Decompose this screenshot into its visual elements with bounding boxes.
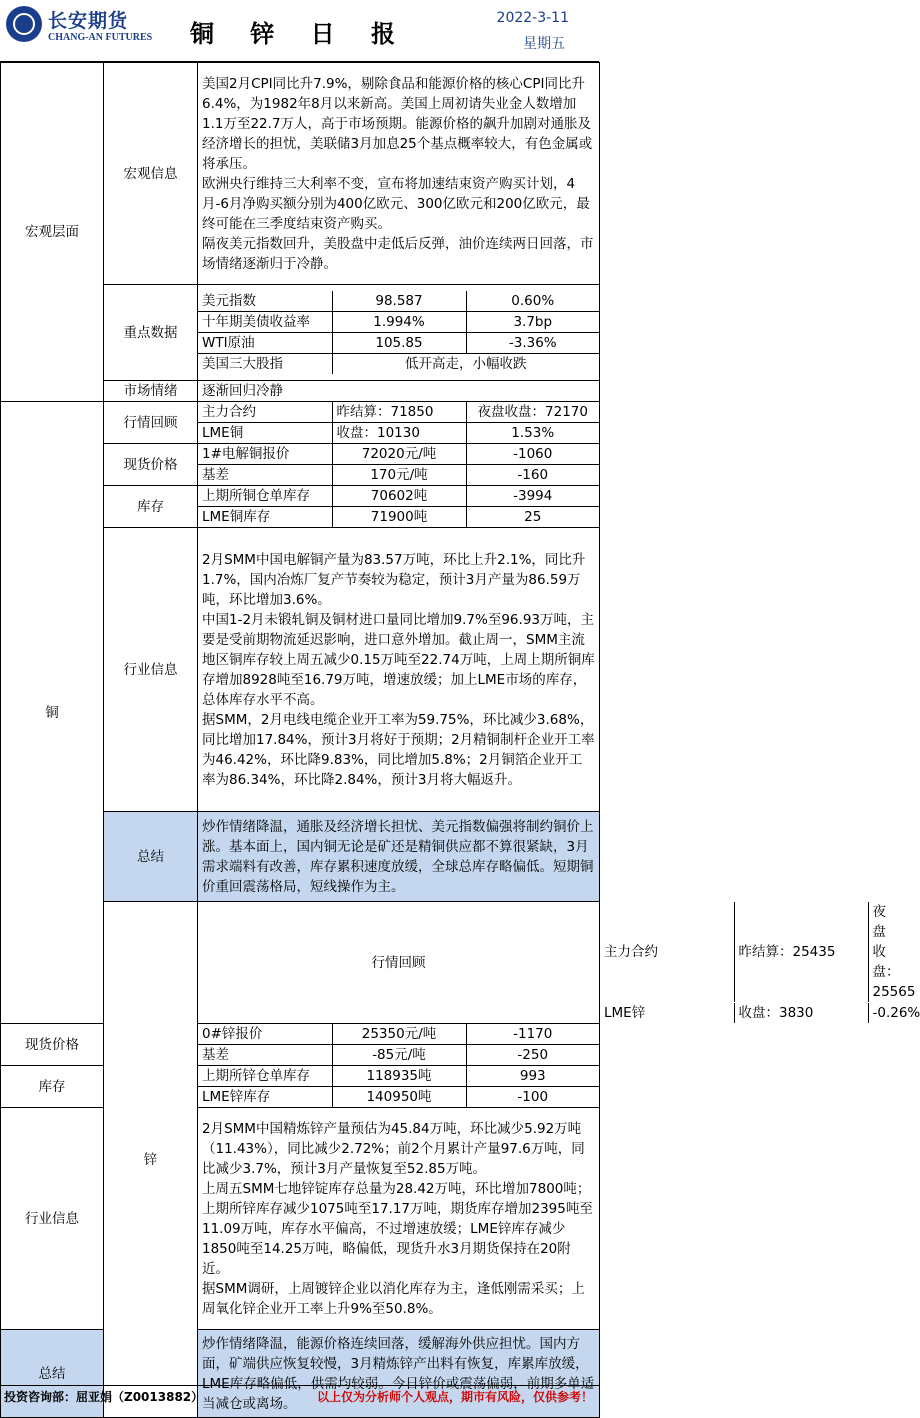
industry-paragraph: 据SMM调研，上周镀锌企业以消化库存为主，逢低刚需采买；上周氧化锌企业开工率上升9%至50.8%。 <box>202 1280 585 1317</box>
row-name: 上期所铜仓单库存 <box>198 486 332 506</box>
report-date: 2022-3-11 <box>496 10 569 26</box>
row-change: -1060 <box>513 446 553 462</box>
row-change: 993 <box>519 1068 546 1084</box>
zinc-industry-text <box>198 1108 600 1330</box>
key-change: -3.36% <box>466 333 599 354</box>
report-table <box>0 62 920 1418</box>
label-copper-review: 行情回顾 <box>104 402 198 444</box>
table-row <box>198 1024 599 1044</box>
table-row: LME锌 收盘：3830 -0.26% <box>600 1003 868 1023</box>
macro-paragraph: 欧洲央行维持三大利率不变，宣布将加速结束资产购买计划，4月-6月净购买额分别为400亿欧元、300亿欧元和200亿欧元，最终可能在三季度结束资产购买。 <box>202 175 590 232</box>
row-change: -160 <box>517 467 549 483</box>
label-zinc-stock: 库存 <box>1 1066 104 1108</box>
row-value: 118935吨 <box>332 1066 466 1086</box>
industry-paragraph: 据SMM，2月电线电缆企业开工率为59.75%，环比减少3.68%，同比增加17.84%，预计3月将好于预期；2月精铜制杆企业开工率为46.42%，环比降9.83%，同比增加5.8%；2月铜箔企业开工率为86.34%，环比降2.84%，预计3月将大幅返升。 <box>202 711 595 788</box>
row-name: LME铜 <box>198 423 332 443</box>
row-value: 71900吨 <box>332 507 466 527</box>
row-name: LME铜库存 <box>198 507 332 527</box>
table-row <box>198 1045 599 1065</box>
label-zinc-industry: 行业信息 <box>1 1108 104 1330</box>
row-change: -100 <box>517 1089 549 1105</box>
macro-paragraph: 美国2月CPI同比升7.9%，剔除食品和能源价格的核心CPI同比升6.4%，为1982年8月以来新高。美国上周初请失业金人数增加1.1万至22.7万人，高于市场预期。能源价格的飙升加剧对通胀及经济增长的担忧，美联储3月加息25个基点概率较大，有色金属或将承压。 <box>202 75 593 172</box>
label-key-data: 重点数据 <box>104 285 198 381</box>
copper-summary-text: 炒作情绪降温，通胀及经济增长担忧、美元指数偏强将制约铜价上涨。基本面上，国内铜无论是矿还是精铜供应都不算很紧缺，3月需求端料有改善，库存累积速度放缓，全球总库存略偏低。短期铜价重回震荡格局，短线操作为主。 <box>198 812 600 902</box>
report-header <box>0 0 599 62</box>
row-name: 主力合约 <box>198 402 332 422</box>
key-name: 美国三大股指 <box>198 354 332 375</box>
section-zinc: 锌 <box>104 902 198 1418</box>
table-row <box>198 333 599 354</box>
table-row <box>198 486 599 506</box>
row-value: 收盘：3830 <box>734 1003 868 1023</box>
footer-disclaimer: 以上仅为分析师个人观点，期市有风险，仅供参考！ <box>316 1390 593 1404</box>
row-value: 昨结算：71850 <box>332 402 466 422</box>
row-value: 25350元/吨 <box>332 1024 466 1044</box>
industry-paragraph: 2月SMM中国精炼锌产量预估为45.84万吨，环比减少5.92万吨（11.43%），同比减少2.72%；前2个月累计产量97.6万吨，同比减少3.7%，预计3月产量恢复至52.85万吨。 <box>202 1120 585 1177</box>
sentiment-value: 逐渐回归冷静 <box>198 381 600 402</box>
report-title: 铜 锌 日 报 <box>189 20 410 48</box>
row-name: LME锌 <box>600 1003 734 1023</box>
key-change: 3.7bp <box>466 312 599 333</box>
footer-analyst: 投资咨询部：屈亚娟（Z0013882） <box>4 1390 204 1404</box>
table-row <box>198 1087 599 1107</box>
key-value: 98.587 <box>332 291 466 312</box>
row-value: -85元/吨 <box>332 1045 466 1065</box>
industry-paragraph: 中国1-2月未锻轧铜及铜材进口量同比增加9.7%至96.93万吨，主要是受前期物流延迟影响，进口意外增加。截止周一，SMM主流地区铜库存较上周五减少0.15万吨至22.74万吨，上周上期所铜库存增加8928吨至16.79万吨，增速放缓；加上LME市场的库存，总体库存水平不高。 <box>202 611 595 708</box>
row-change: -1170 <box>513 1026 553 1042</box>
key-name: 十年期美债收益率 <box>198 312 332 333</box>
row-name: LME锌库存 <box>198 1087 332 1107</box>
label-copper-stock: 库存 <box>104 486 198 528</box>
zinc-summary-text: 炒作情绪降温，能源价格连续回落，缓解海外供应担忧。国内方面，矿端供应恢复较慢，3月精炼锌产出料有恢复，库累库放缓，LME库存略偏低，供需均较弱。今日锌价或震荡偏弱，前期多单适当减仓或离场。 <box>198 1330 600 1418</box>
label-copper-spot: 现货价格 <box>104 444 198 486</box>
table-row <box>198 507 599 527</box>
label-copper-industry: 行业信息 <box>104 528 198 812</box>
table-row: 主力合约 昨结算：25435 夜盘收盘：25565 <box>600 902 868 1002</box>
macro-info-text <box>198 63 600 285</box>
company-name-cn: 长安期货 <box>48 10 129 32</box>
label-macro-info: 宏观信息 <box>104 63 198 285</box>
row-change: 1.53% <box>511 425 555 441</box>
key-name: WTI原油 <box>198 333 332 354</box>
key-value: 1.994% <box>332 312 466 333</box>
table-row <box>198 444 599 464</box>
company-name-en: CHANG-AN FUTURES <box>48 32 153 43</box>
table-row <box>198 312 599 333</box>
row-name: 基差 <box>198 465 332 485</box>
table-row <box>198 402 599 422</box>
key-name: 美元指数 <box>198 291 332 312</box>
section-macro: 宏观层面 <box>1 63 104 402</box>
label-copper-summary: 总结 <box>104 812 198 902</box>
copper-industry-text <box>198 528 600 812</box>
table-row <box>198 1066 599 1086</box>
row-change: -3994 <box>513 488 553 504</box>
report-footer <box>0 1385 599 1408</box>
row-value: 140950吨 <box>332 1087 466 1107</box>
table-row <box>198 465 599 485</box>
row-name: 上期所锌仓单库存 <box>198 1066 332 1086</box>
row-change: 夜盘收盘：72170 <box>477 404 588 420</box>
key-change: 0.60% <box>466 291 599 312</box>
row-name: 主力合约 <box>600 902 734 1002</box>
table-row <box>198 423 599 443</box>
industry-paragraph: 2月SMM中国电解铜产量为83.57万吨，环比上升2.1%，同比升1.7%，国内冶炼厂复产节奏较为稳定，预计3月产量为86.59万吨，环比增加3.6%。 <box>202 551 586 608</box>
key-data-table <box>198 291 599 374</box>
report-weekday: 星期五 <box>523 36 565 52</box>
label-sentiment: 市场情绪 <box>104 381 198 402</box>
section-copper: 铜 <box>1 402 104 1024</box>
row-name: 0#锌报价 <box>198 1024 332 1044</box>
row-change: -250 <box>517 1047 549 1063</box>
label-zinc-summary: 总结 <box>1 1330 104 1418</box>
macro-paragraph: 隔夜美元指数回升，美股盘中走低后反弹，油价连续两日回落，市场情绪逐渐归于冷静。 <box>202 235 594 272</box>
row-value: 70602吨 <box>332 486 466 506</box>
row-name: 基差 <box>198 1045 332 1065</box>
table-row <box>198 354 599 375</box>
key-value: 低开高走，小幅收跌 <box>405 356 527 372</box>
table-row <box>198 291 599 312</box>
row-value: 170元/吨 <box>332 465 466 485</box>
row-change: 25 <box>524 509 542 525</box>
label-zinc-spot: 现货价格 <box>1 1024 104 1066</box>
label-zinc-review: 行情回顾 <box>198 902 600 1024</box>
key-value: 105.85 <box>332 333 466 354</box>
row-value: 72020元/吨 <box>332 444 466 464</box>
industry-paragraph: 上周五SMM七地锌锭库存总量为28.42万吨，环比增加7800吨；上期所锌库存减少1075吨至17.17万吨，期货库存增加2395吨至11.09万吨，库存水平偏高，不过增速放缓；LME锌库存减少1850吨至14.25万吨，略偏低，现货升水3月期货保持在20附近。 <box>202 1180 593 1277</box>
row-value: 昨结算：25435 <box>734 902 868 1002</box>
row-value: 收盘：10130 <box>332 423 466 443</box>
row-name: 1#电解铜报价 <box>198 444 332 464</box>
